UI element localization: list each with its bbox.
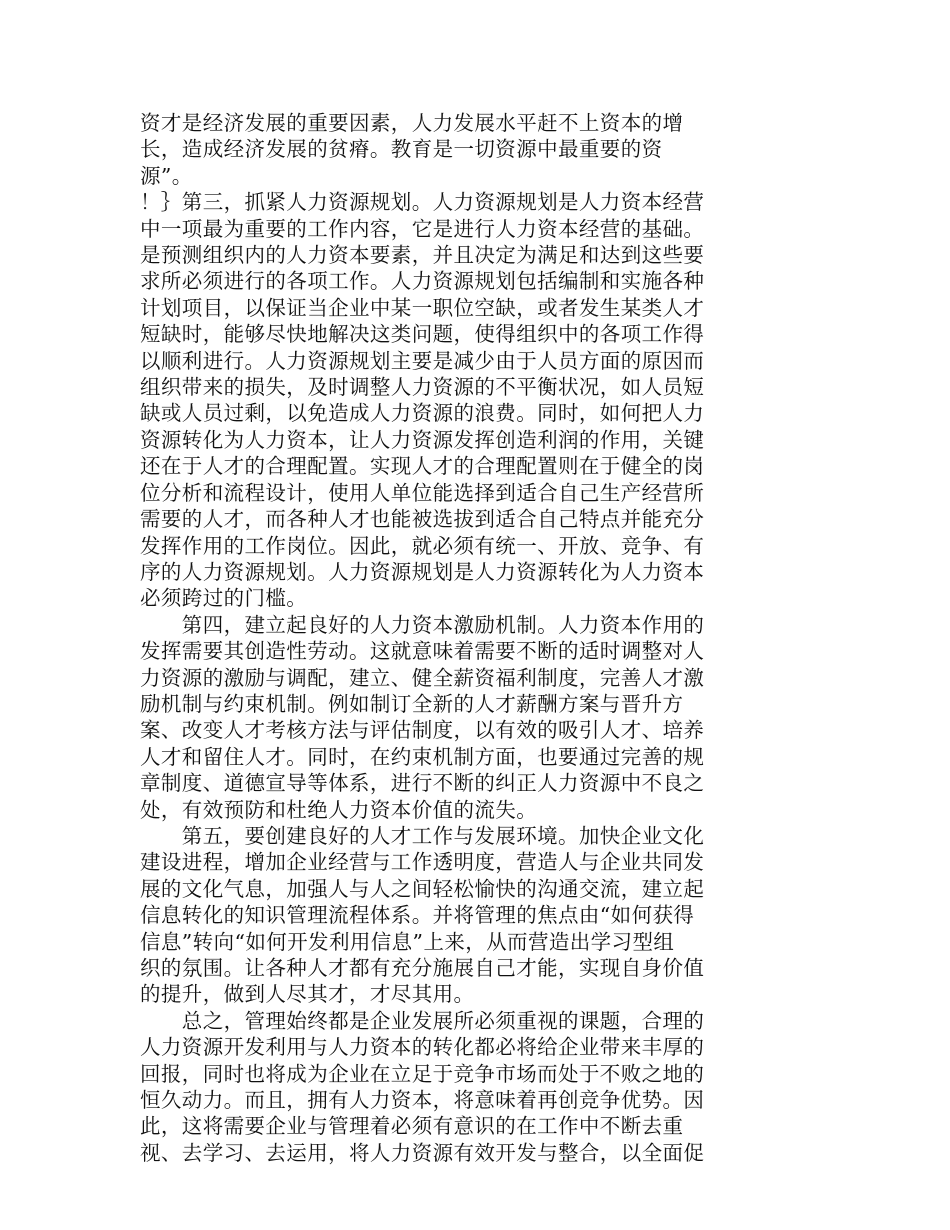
text-line: 以顺利进行。人力资源规划主要是减少由于人员方面的原因而 bbox=[140, 348, 705, 373]
text-line: 还在于人才的合理配置。实现人才的合理配置则在于健全的岗 bbox=[140, 454, 705, 479]
text-line: 发挥需要其创造性劳动。这就意味着需要不断的适时调整对人 bbox=[140, 639, 705, 664]
text-line: 案、改变人才考核方法与评估制度，以有效的吸引人才、培养 bbox=[140, 718, 705, 743]
text-line: 求所必须进行的各项工作。人力资源规划包括编制和实施各种 bbox=[140, 269, 705, 294]
text-line: 序的人力资源规划。人力资源规划是人力资源转化为人力资本 bbox=[140, 559, 705, 584]
text-line: 源”。 bbox=[140, 163, 193, 188]
text-line: 是预测组织内的人力资本要素，并且决定为满足和达到这些要 bbox=[140, 243, 705, 268]
text-line: 的提升，做到人尽其才，才尽其用。 bbox=[140, 982, 475, 1007]
text-line: 展的文化气息，加强人与人之间轻松愉快的沟通交流，建立起 bbox=[140, 876, 705, 901]
text-line: ！｝第三，抓紧人力资源规划。人力资源规划是人力资本经营 bbox=[140, 190, 705, 215]
text-line: 人才和留住人才。同时，在约束机制方面，也要通过完善的规 bbox=[140, 744, 705, 769]
text-line: 恒久动力。而且，拥有人力资本，将意味着再创竞争优势。因 bbox=[140, 1088, 705, 1113]
text-line: 织的氛围。让各种人才都有充分施展自己才能，实现自身价值 bbox=[140, 956, 705, 980]
text-line: 信息转化的知识管理流程体系。并将管理的焦点由“如何获得 bbox=[140, 903, 695, 928]
text-line: 建设进程，增加企业经营与工作透明度，营造人与企业共同发 bbox=[140, 850, 705, 875]
text-line: 此，这将需要企业与管理着必须有意识的在工作中不断去重 bbox=[140, 1114, 684, 1139]
text-line: 长，造成经济发展的贫瘠。教育是一切资源中最重要的资 bbox=[140, 137, 663, 162]
text-line: 需要的人才，而各种人才也能被选拔到适合自己特点并能充分 bbox=[140, 507, 705, 532]
text-line: 回报，同时也将成为企业在立足于竞争市场而处于不败之地的 bbox=[140, 1061, 705, 1086]
text-line: 组织带来的损失，及时调整人力资源的不平衡状况，如人员短 bbox=[140, 375, 705, 400]
text-line: 资才是经济发展的重要因素，人力发展水平赶不上资本的增 bbox=[140, 111, 684, 135]
text-line: 中一项最为重要的工作内容，它是进行人力资本经营的基础。 bbox=[140, 216, 705, 241]
text-line: 计划项目，以保证当企业中某一职位空缺，或者发生某类人才 bbox=[140, 295, 705, 320]
text-line: 必须跨过的门槛。 bbox=[140, 586, 308, 611]
text-line: 励机制与约束机制。例如制订全新的人才薪酬方案与晋升方 bbox=[140, 691, 684, 716]
text-line: 总之，管理始终都是企业发展所必须重视的课题，合理的 bbox=[140, 1008, 705, 1033]
text-line: 处，有效预防和杜绝人力资本价值的流失。 bbox=[140, 797, 538, 822]
text-line: 人力资源开发利用与人力资本的转化都必将给企业带来丰厚的 bbox=[140, 1035, 705, 1060]
text-line: 第五，要创建良好的人才工作与发展环境。加快企业文化 bbox=[140, 823, 705, 848]
text-line: 位分析和流程设计，使用人单位能选择到适合自己生产经营所 bbox=[140, 480, 705, 505]
text-line: 短缺时，能够尽快地解决这类问题，使得组织中的各项工作得 bbox=[140, 322, 705, 347]
text-line: 章制度、道德宣导等体系，进行不断的纠正人力资源中不良之 bbox=[140, 771, 705, 796]
text-line: 信息”转向“如何开发利用信息”上来，从而营造出学习型组 bbox=[140, 929, 675, 954]
text-line: 发挥作用的工作岗位。因此，就必须有统一、开放、竞争、有 bbox=[140, 533, 705, 558]
text-line: 视、去学习、去运用，将人力资源有效开发与整合，以全面促 bbox=[140, 1140, 705, 1165]
text-line: 缺或人员过剩，以免造成人力资源的浪费。同时，如何把人力 bbox=[140, 401, 705, 426]
text-line: 资源转化为人力资本，让人力资源发挥创造利润的作用，关键 bbox=[140, 427, 705, 452]
text-line: 第四，建立起良好的人力资本激励机制。人力资本作用的 bbox=[140, 612, 705, 637]
document-body bbox=[140, 110, 730, 1166]
text-line: 力资源的激励与调配，建立、健全薪资福利制度，完善人才激 bbox=[140, 665, 705, 690]
